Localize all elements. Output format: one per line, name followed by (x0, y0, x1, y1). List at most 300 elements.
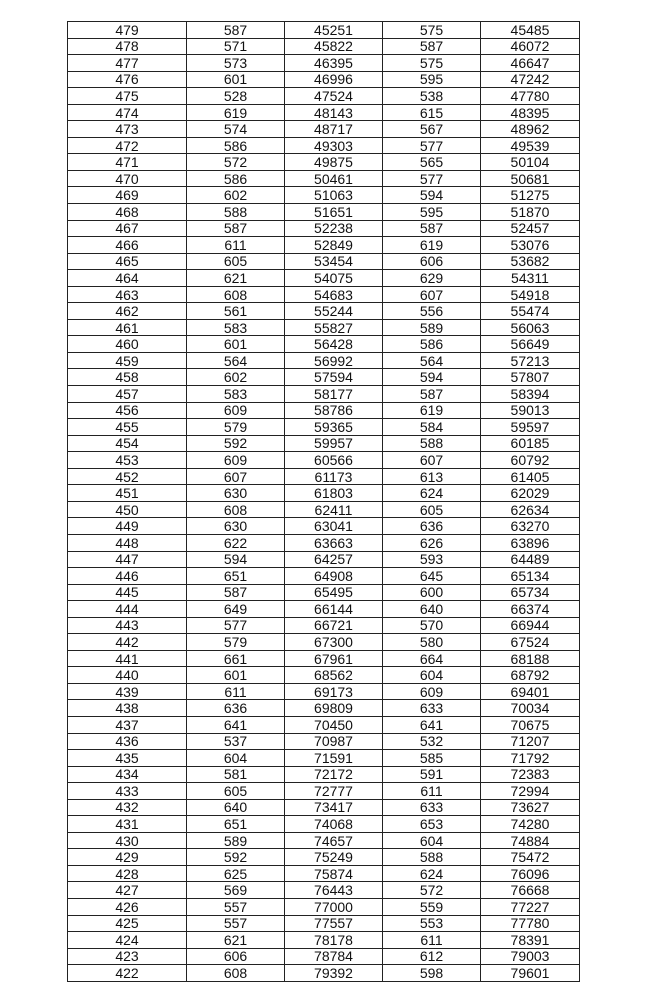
table-row (68, 617, 580, 634)
table-row (68, 849, 580, 866)
table-row (68, 766, 580, 783)
table-row (68, 170, 580, 187)
count-b-cell: 645 (383, 568, 481, 585)
cumulative-a-cell: 57594 (285, 369, 383, 386)
count-a-cell: 592 (187, 435, 285, 452)
table-row (68, 584, 580, 601)
count-b-cell: 615 (383, 104, 481, 121)
count-b-cell: 570 (383, 617, 481, 634)
score-cell: 457 (68, 386, 187, 403)
count-b-cell: 595 (383, 204, 481, 221)
cumulative-b-cell: 68792 (481, 667, 580, 684)
score-cell: 453 (68, 452, 187, 469)
cumulative-a-cell: 77557 (285, 915, 383, 932)
table-row (68, 121, 580, 138)
table-row (68, 948, 580, 965)
cumulative-a-cell: 55827 (285, 319, 383, 336)
score-cell: 455 (68, 419, 187, 436)
table-row (68, 932, 580, 949)
table-row (68, 601, 580, 618)
cumulative-a-cell: 73417 (285, 799, 383, 816)
score-cell: 477 (68, 55, 187, 72)
count-b-cell: 591 (383, 766, 481, 783)
count-b-cell: 577 (383, 137, 481, 154)
count-b-cell: 626 (383, 534, 481, 551)
table-row (68, 965, 580, 982)
table-row (68, 468, 580, 485)
count-b-cell: 598 (383, 965, 481, 982)
count-b-cell: 604 (383, 667, 481, 684)
cumulative-b-cell: 50681 (481, 170, 580, 187)
count-b-cell: 584 (383, 419, 481, 436)
count-a-cell: 630 (187, 485, 285, 502)
count-b-cell: 607 (383, 286, 481, 303)
cumulative-b-cell: 57213 (481, 352, 580, 369)
table-row (68, 286, 580, 303)
cumulative-b-cell: 47780 (481, 88, 580, 105)
score-cell: 478 (68, 38, 187, 55)
cumulative-b-cell: 65134 (481, 568, 580, 585)
cumulative-a-cell: 64257 (285, 551, 383, 568)
count-a-cell: 605 (187, 253, 285, 270)
cumulative-b-cell: 48962 (481, 121, 580, 138)
cumulative-a-cell: 77000 (285, 898, 383, 915)
cumulative-b-cell: 73627 (481, 799, 580, 816)
table-row (68, 270, 580, 287)
count-a-cell: 579 (187, 634, 285, 651)
count-b-cell: 633 (383, 700, 481, 717)
count-b-cell: 600 (383, 584, 481, 601)
cumulative-b-cell: 70034 (481, 700, 580, 717)
count-a-cell: 537 (187, 733, 285, 750)
score-cell: 444 (68, 601, 187, 618)
table-row (68, 187, 580, 204)
cumulative-b-cell: 74280 (481, 816, 580, 833)
count-b-cell: 594 (383, 369, 481, 386)
cumulative-b-cell: 50104 (481, 154, 580, 171)
score-cell: 466 (68, 237, 187, 254)
count-a-cell: 583 (187, 319, 285, 336)
count-b-cell: 619 (383, 237, 481, 254)
score-cell: 437 (68, 716, 187, 733)
count-a-cell: 619 (187, 104, 285, 121)
table-row (68, 303, 580, 320)
count-b-cell: 606 (383, 253, 481, 270)
count-a-cell: 569 (187, 882, 285, 899)
cumulative-a-cell: 60566 (285, 452, 383, 469)
count-a-cell: 611 (187, 683, 285, 700)
count-a-cell: 602 (187, 187, 285, 204)
cumulative-b-cell: 71792 (481, 750, 580, 767)
score-cell: 427 (68, 882, 187, 899)
table-row (68, 518, 580, 535)
table-row (68, 55, 580, 72)
score-cell: 472 (68, 137, 187, 154)
cumulative-b-cell: 46072 (481, 38, 580, 55)
cumulative-b-cell: 51870 (481, 204, 580, 221)
cumulative-a-cell: 45251 (285, 22, 383, 39)
table-row (68, 88, 580, 105)
cumulative-a-cell: 75249 (285, 849, 383, 866)
cumulative-a-cell: 46395 (285, 55, 383, 72)
cumulative-a-cell: 48143 (285, 104, 383, 121)
score-cell: 460 (68, 336, 187, 353)
table-row (68, 220, 580, 237)
cumulative-a-cell: 69809 (285, 700, 383, 717)
count-b-cell: 594 (383, 187, 481, 204)
count-a-cell: 587 (187, 22, 285, 39)
cumulative-b-cell: 64489 (481, 551, 580, 568)
cumulative-a-cell: 67300 (285, 634, 383, 651)
count-a-cell: 621 (187, 932, 285, 949)
table-row (68, 865, 580, 882)
count-b-cell: 575 (383, 22, 481, 39)
cumulative-a-cell: 63041 (285, 518, 383, 535)
score-cell: 426 (68, 898, 187, 915)
cumulative-b-cell: 57807 (481, 369, 580, 386)
table-row (68, 568, 580, 585)
score-cell: 469 (68, 187, 187, 204)
count-b-cell: 587 (383, 38, 481, 55)
count-a-cell: 589 (187, 832, 285, 849)
cumulative-a-cell: 74657 (285, 832, 383, 849)
count-a-cell: 581 (187, 766, 285, 783)
score-cell: 423 (68, 948, 187, 965)
score-cell: 431 (68, 816, 187, 833)
cumulative-a-cell: 68562 (285, 667, 383, 684)
count-a-cell: 606 (187, 948, 285, 965)
count-b-cell: 624 (383, 485, 481, 502)
cumulative-a-cell: 78178 (285, 932, 383, 949)
cumulative-b-cell: 71207 (481, 733, 580, 750)
score-cell: 440 (68, 667, 187, 684)
count-b-cell: 609 (383, 683, 481, 700)
table-row (68, 104, 580, 121)
count-b-cell: 532 (383, 733, 481, 750)
score-cell: 432 (68, 799, 187, 816)
score-cell: 429 (68, 849, 187, 866)
cumulative-b-cell: 77780 (481, 915, 580, 932)
cumulative-b-cell: 53076 (481, 237, 580, 254)
table-row (68, 551, 580, 568)
score-cell: 467 (68, 220, 187, 237)
count-b-cell: 629 (383, 270, 481, 287)
count-a-cell: 579 (187, 419, 285, 436)
count-b-cell: 619 (383, 402, 481, 419)
count-a-cell: 587 (187, 220, 285, 237)
table-row (68, 452, 580, 469)
cumulative-b-cell: 56649 (481, 336, 580, 353)
table-row (68, 683, 580, 700)
score-cell: 435 (68, 750, 187, 767)
cumulative-b-cell: 79601 (481, 965, 580, 982)
cumulative-b-cell: 48395 (481, 104, 580, 121)
cumulative-a-cell: 65495 (285, 584, 383, 601)
cumulative-b-cell: 68188 (481, 650, 580, 667)
table-row (68, 319, 580, 336)
score-cell: 424 (68, 932, 187, 949)
count-b-cell: 641 (383, 716, 481, 733)
score-cell: 473 (68, 121, 187, 138)
count-a-cell: 661 (187, 650, 285, 667)
cumulative-a-cell: 64908 (285, 568, 383, 585)
count-a-cell: 609 (187, 452, 285, 469)
cumulative-b-cell: 56063 (481, 319, 580, 336)
count-a-cell: 640 (187, 799, 285, 816)
count-a-cell: 572 (187, 154, 285, 171)
cumulative-a-cell: 59957 (285, 435, 383, 452)
count-a-cell: 609 (187, 402, 285, 419)
count-a-cell: 608 (187, 286, 285, 303)
table-row (68, 882, 580, 899)
count-a-cell: 649 (187, 601, 285, 618)
count-a-cell: 608 (187, 501, 285, 518)
count-a-cell: 607 (187, 468, 285, 485)
cumulative-b-cell: 74884 (481, 832, 580, 849)
cumulative-a-cell: 56428 (285, 336, 383, 353)
score-cell: 450 (68, 501, 187, 518)
table-row (68, 634, 580, 651)
cumulative-b-cell: 45485 (481, 22, 580, 39)
cumulative-b-cell: 54311 (481, 270, 580, 287)
cumulative-b-cell: 54918 (481, 286, 580, 303)
score-cell: 422 (68, 965, 187, 982)
count-b-cell: 595 (383, 71, 481, 88)
cumulative-a-cell: 66721 (285, 617, 383, 634)
count-b-cell: 611 (383, 932, 481, 949)
count-a-cell: 587 (187, 584, 285, 601)
count-b-cell: 605 (383, 501, 481, 518)
count-a-cell: 573 (187, 55, 285, 72)
cumulative-b-cell: 62634 (481, 501, 580, 518)
cumulative-a-cell: 55244 (285, 303, 383, 320)
cumulative-a-cell: 61173 (285, 468, 383, 485)
cumulative-a-cell: 72777 (285, 783, 383, 800)
count-a-cell: 577 (187, 617, 285, 634)
cumulative-a-cell: 59365 (285, 419, 383, 436)
cumulative-b-cell: 52457 (481, 220, 580, 237)
cumulative-a-cell: 76443 (285, 882, 383, 899)
count-b-cell: 564 (383, 352, 481, 369)
count-b-cell: 587 (383, 386, 481, 403)
cumulative-b-cell: 76668 (481, 882, 580, 899)
table-row (68, 22, 580, 39)
table-row (68, 352, 580, 369)
score-cell: 428 (68, 865, 187, 882)
cumulative-b-cell: 79003 (481, 948, 580, 965)
count-a-cell: 604 (187, 750, 285, 767)
count-b-cell: 575 (383, 55, 481, 72)
cumulative-a-cell: 70987 (285, 733, 383, 750)
cumulative-b-cell: 55474 (481, 303, 580, 320)
count-a-cell: 608 (187, 965, 285, 982)
score-cell: 438 (68, 700, 187, 717)
score-cell: 434 (68, 766, 187, 783)
count-a-cell: 583 (187, 386, 285, 403)
table-row (68, 832, 580, 849)
table-row (68, 485, 580, 502)
table-row (68, 716, 580, 733)
score-cell: 445 (68, 584, 187, 601)
cumulative-a-cell: 78784 (285, 948, 383, 965)
cumulative-b-cell: 51275 (481, 187, 580, 204)
cumulative-b-cell: 66374 (481, 601, 580, 618)
cumulative-a-cell: 53454 (285, 253, 383, 270)
table-row (68, 667, 580, 684)
score-cell: 436 (68, 733, 187, 750)
cumulative-a-cell: 79392 (285, 965, 383, 982)
score-cell: 458 (68, 369, 187, 386)
cumulative-a-cell: 69173 (285, 683, 383, 700)
table-row (68, 750, 580, 767)
table-row (68, 386, 580, 403)
table-row (68, 650, 580, 667)
cumulative-a-cell: 54683 (285, 286, 383, 303)
count-b-cell: 604 (383, 832, 481, 849)
cumulative-a-cell: 71591 (285, 750, 383, 767)
score-cell: 443 (68, 617, 187, 634)
cumulative-a-cell: 45822 (285, 38, 383, 55)
cumulative-b-cell: 60792 (481, 452, 580, 469)
cumulative-b-cell: 63270 (481, 518, 580, 535)
count-b-cell: 593 (383, 551, 481, 568)
cumulative-a-cell: 74068 (285, 816, 383, 833)
score-distribution-table (67, 21, 580, 982)
cumulative-b-cell: 75472 (481, 849, 580, 866)
score-cell: 451 (68, 485, 187, 502)
score-cell: 474 (68, 104, 187, 121)
cumulative-a-cell: 52849 (285, 237, 383, 254)
score-cell: 461 (68, 319, 187, 336)
cumulative-a-cell: 50461 (285, 170, 383, 187)
score-cell: 468 (68, 204, 187, 221)
count-b-cell: 559 (383, 898, 481, 915)
cumulative-a-cell: 58177 (285, 386, 383, 403)
cumulative-b-cell: 69401 (481, 683, 580, 700)
score-cell: 454 (68, 435, 187, 452)
cumulative-b-cell: 59597 (481, 419, 580, 436)
count-b-cell: 612 (383, 948, 481, 965)
score-cell: 465 (68, 253, 187, 270)
cumulative-b-cell: 72994 (481, 783, 580, 800)
cumulative-b-cell: 62029 (481, 485, 580, 502)
score-cell: 430 (68, 832, 187, 849)
table-row (68, 915, 580, 932)
count-a-cell: 528 (187, 88, 285, 105)
count-a-cell: 588 (187, 204, 285, 221)
cumulative-a-cell: 48717 (285, 121, 383, 138)
count-a-cell: 561 (187, 303, 285, 320)
score-cell: 425 (68, 915, 187, 932)
count-a-cell: 592 (187, 849, 285, 866)
cumulative-b-cell: 70675 (481, 716, 580, 733)
count-a-cell: 611 (187, 237, 285, 254)
table-row (68, 534, 580, 551)
cumulative-a-cell: 58786 (285, 402, 383, 419)
table-row (68, 501, 580, 518)
count-b-cell: 624 (383, 865, 481, 882)
count-b-cell: 589 (383, 319, 481, 336)
score-cell: 471 (68, 154, 187, 171)
count-a-cell: 586 (187, 170, 285, 187)
cumulative-a-cell: 54075 (285, 270, 383, 287)
count-b-cell: 567 (383, 121, 481, 138)
score-cell: 475 (68, 88, 187, 105)
table-row (68, 253, 580, 270)
table-row (68, 700, 580, 717)
count-b-cell: 664 (383, 650, 481, 667)
score-cell: 439 (68, 683, 187, 700)
cumulative-a-cell: 46996 (285, 71, 383, 88)
cumulative-a-cell: 49875 (285, 154, 383, 171)
count-a-cell: 636 (187, 700, 285, 717)
score-cell: 456 (68, 402, 187, 419)
cumulative-b-cell: 66944 (481, 617, 580, 634)
table-row (68, 402, 580, 419)
table-row (68, 799, 580, 816)
cumulative-b-cell: 67524 (481, 634, 580, 651)
table-row (68, 71, 580, 88)
count-a-cell: 605 (187, 783, 285, 800)
table-row (68, 816, 580, 833)
count-b-cell: 653 (383, 816, 481, 833)
count-b-cell: 587 (383, 220, 481, 237)
table-row (68, 38, 580, 55)
count-a-cell: 574 (187, 121, 285, 138)
score-cell: 470 (68, 170, 187, 187)
count-b-cell: 556 (383, 303, 481, 320)
table-row (68, 898, 580, 915)
count-a-cell: 564 (187, 352, 285, 369)
cumulative-a-cell: 56992 (285, 352, 383, 369)
count-b-cell: 577 (383, 170, 481, 187)
cumulative-b-cell: 76096 (481, 865, 580, 882)
cumulative-a-cell: 67961 (285, 650, 383, 667)
cumulative-a-cell: 66144 (285, 601, 383, 618)
cumulative-a-cell: 72172 (285, 766, 383, 783)
score-cell: 464 (68, 270, 187, 287)
cumulative-b-cell: 77227 (481, 898, 580, 915)
score-cell: 447 (68, 551, 187, 568)
cumulative-b-cell: 58394 (481, 386, 580, 403)
count-a-cell: 602 (187, 369, 285, 386)
count-a-cell: 630 (187, 518, 285, 535)
table-row (68, 419, 580, 436)
score-cell: 448 (68, 534, 187, 551)
score-cell: 463 (68, 286, 187, 303)
count-b-cell: 538 (383, 88, 481, 105)
score-distribution-sheet (67, 21, 580, 982)
cumulative-b-cell: 60185 (481, 435, 580, 452)
cumulative-a-cell: 51063 (285, 187, 383, 204)
cumulative-b-cell: 72383 (481, 766, 580, 783)
table-row (68, 435, 580, 452)
count-a-cell: 621 (187, 270, 285, 287)
cumulative-a-cell: 75874 (285, 865, 383, 882)
cumulative-b-cell: 63896 (481, 534, 580, 551)
table-row (68, 336, 580, 353)
table-row (68, 154, 580, 171)
count-a-cell: 651 (187, 568, 285, 585)
count-b-cell: 572 (383, 882, 481, 899)
count-a-cell: 601 (187, 336, 285, 353)
score-cell: 449 (68, 518, 187, 535)
cumulative-a-cell: 47524 (285, 88, 383, 105)
count-b-cell: 553 (383, 915, 481, 932)
table-row (68, 369, 580, 386)
cumulative-b-cell: 46647 (481, 55, 580, 72)
count-b-cell: 585 (383, 750, 481, 767)
